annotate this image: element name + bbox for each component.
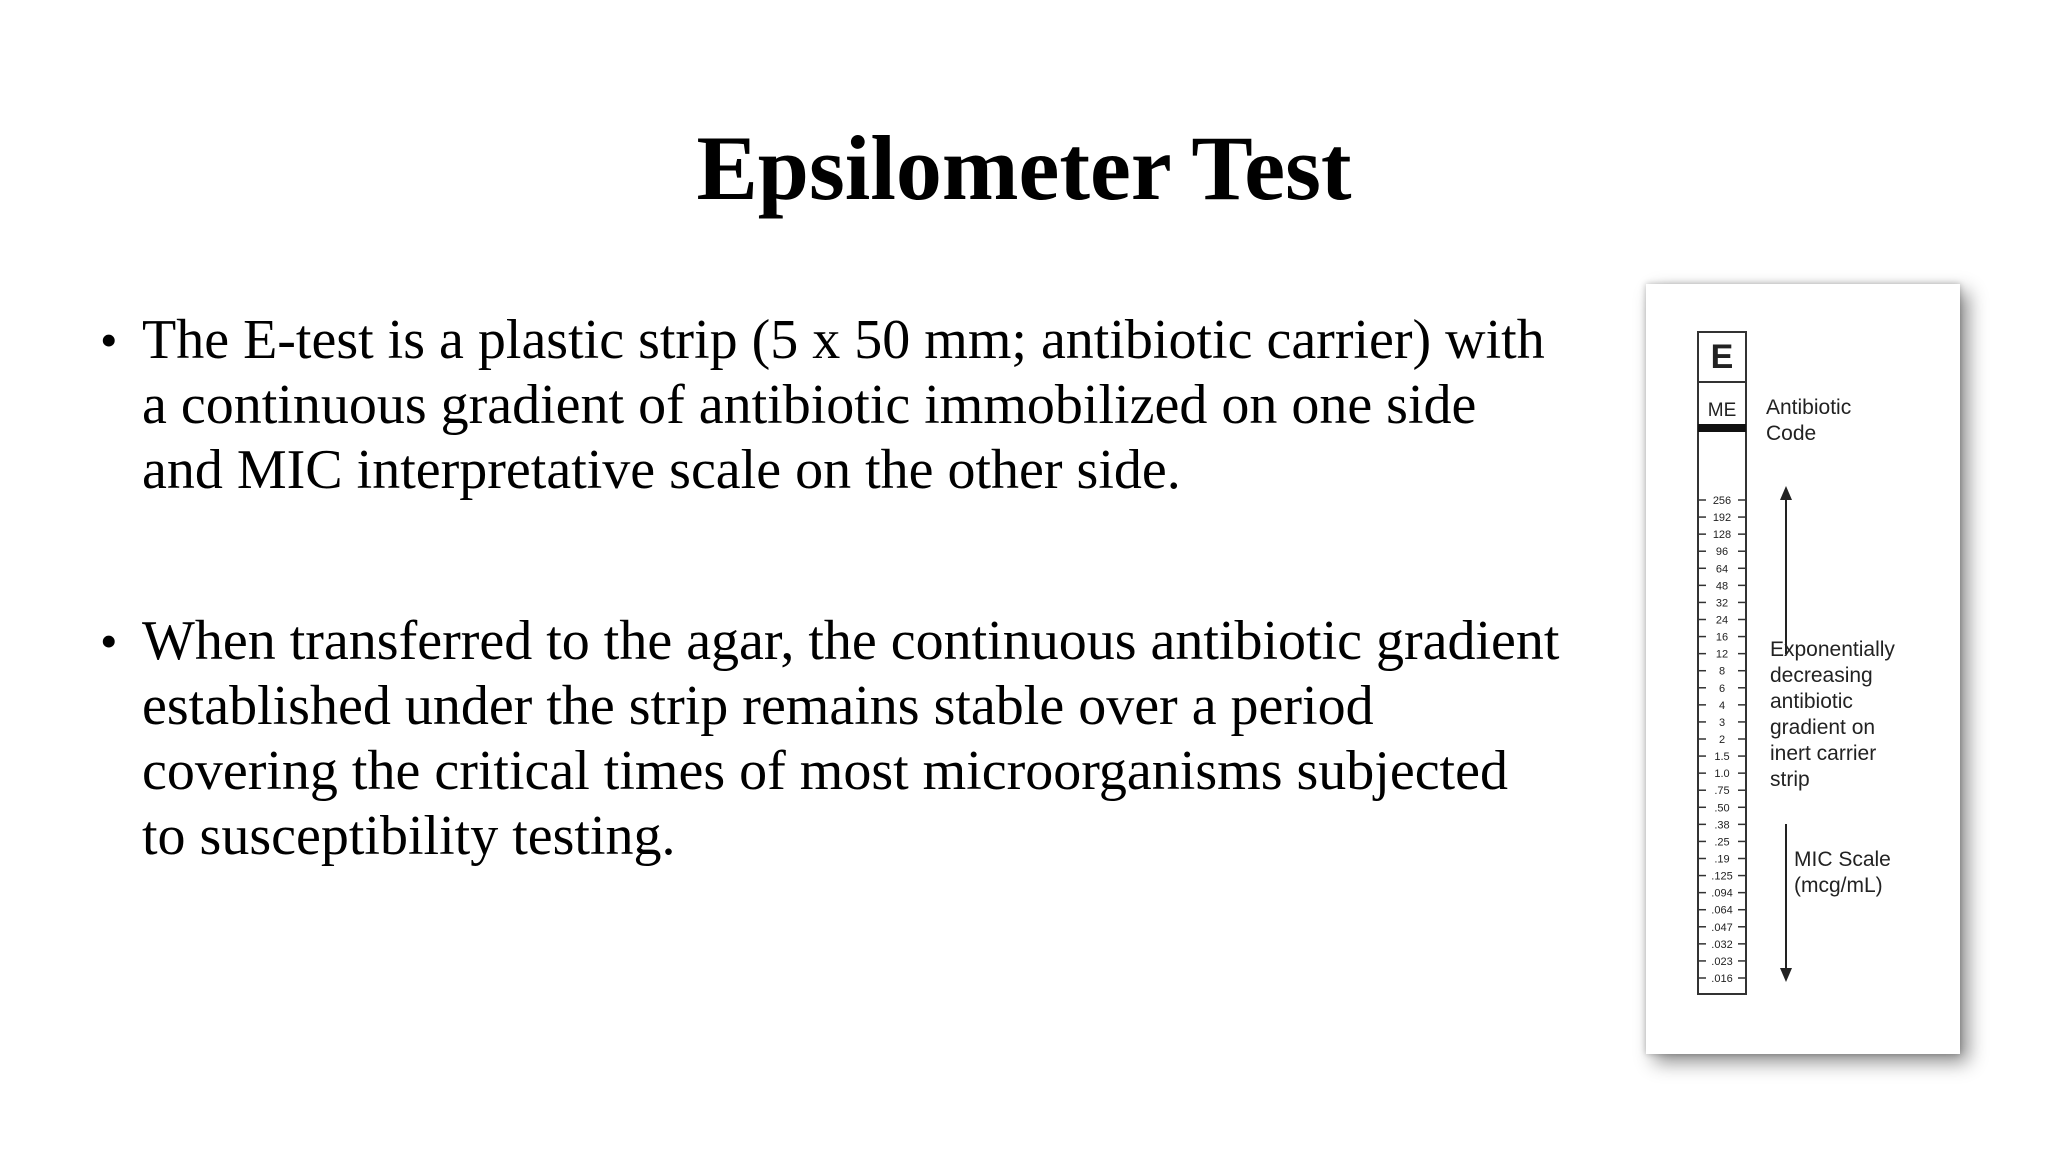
- scale-value: 64: [1715, 563, 1729, 576]
- bullet-text: When transferred to the agar, the continuous antibiotic gradient established under the strip remains stable over a period covering the critical times of most microorganisms subjected to susceptibility testing.: [142, 610, 1560, 867]
- scale-value: 192: [1712, 512, 1732, 525]
- mic-scale-label-line: MIC Scale: [1794, 848, 1891, 871]
- scale-value: .023: [1711, 955, 1733, 968]
- scale-value: .032: [1711, 938, 1733, 951]
- slide-title: Epsilometer Test: [696, 117, 1352, 219]
- bullet-text: The E-test is a plastic strip (5 x 50 mm; antibiotic carrier) with a continuous gradient of antibiotic immobilized on one side and MIC interpretative scale on the other side.: [142, 309, 1545, 501]
- antibiotic-code-label-line: Code: [1766, 422, 1817, 445]
- scale-value: .016: [1711, 973, 1733, 985]
- gradient-label-line: inert carrier: [1770, 742, 1877, 765]
- scale-value: 96: [1715, 546, 1729, 559]
- etest-strip-figure: [1646, 284, 1960, 1054]
- gradient-label-line: Exponentially: [1770, 638, 1895, 661]
- bullet-marker: •: [100, 613, 118, 669]
- mic-scale-label-line: (mcg/mL): [1794, 874, 1883, 897]
- bullet-item: [100, 308, 1560, 503]
- strip-band: [1698, 424, 1746, 432]
- scale-value: 3: [1718, 716, 1726, 729]
- strip-code: ME: [1707, 400, 1737, 421]
- antibiotic-code-label-line: Antibiotic: [1766, 396, 1852, 419]
- bullet-item: [100, 609, 1560, 869]
- scale-value: .094: [1711, 887, 1733, 900]
- scale-value: .25: [1714, 836, 1730, 849]
- scale-value: .19: [1714, 853, 1730, 866]
- etest-strip-diagram: [1646, 284, 1960, 1054]
- scale-value: 16: [1715, 631, 1729, 644]
- gradient-label-line: strip: [1770, 768, 1810, 791]
- scale-value: 2: [1718, 734, 1726, 746]
- scale-value: 4: [1718, 699, 1726, 712]
- scale-value: 8: [1718, 665, 1726, 678]
- scale-value: 1.0: [1714, 768, 1730, 781]
- bullet-marker: •: [100, 312, 118, 368]
- arrow-down-icon: [1780, 968, 1792, 982]
- scale-value: .75: [1714, 785, 1730, 798]
- scale-value: 1.5: [1714, 751, 1730, 764]
- scale-value: .047: [1711, 921, 1733, 934]
- scale-value: 24: [1715, 614, 1729, 627]
- scale-value: .38: [1714, 819, 1730, 832]
- scale-value: 32: [1715, 597, 1729, 610]
- scale-value: .064: [1711, 904, 1733, 917]
- gradient-label-line: gradient on: [1770, 716, 1876, 739]
- gradient-label-line: antibiotic: [1770, 690, 1853, 713]
- arrow-up-icon: [1780, 486, 1792, 500]
- scale-value: 128: [1712, 529, 1732, 542]
- mic-scale-label: [1794, 848, 1897, 897]
- scale-value: .50: [1714, 802, 1730, 815]
- strip-logo: E: [1710, 338, 1734, 376]
- bullet-list: [100, 308, 1560, 869]
- scale-value: .125: [1711, 870, 1733, 883]
- scale-value: 6: [1718, 682, 1726, 695]
- scale-value: 48: [1715, 580, 1729, 593]
- antibiotic-code-label: [1766, 396, 1857, 445]
- gradient-label-line: decreasing: [1770, 664, 1873, 687]
- scale-value: 256: [1712, 495, 1732, 507]
- scale-value: 12: [1715, 648, 1729, 661]
